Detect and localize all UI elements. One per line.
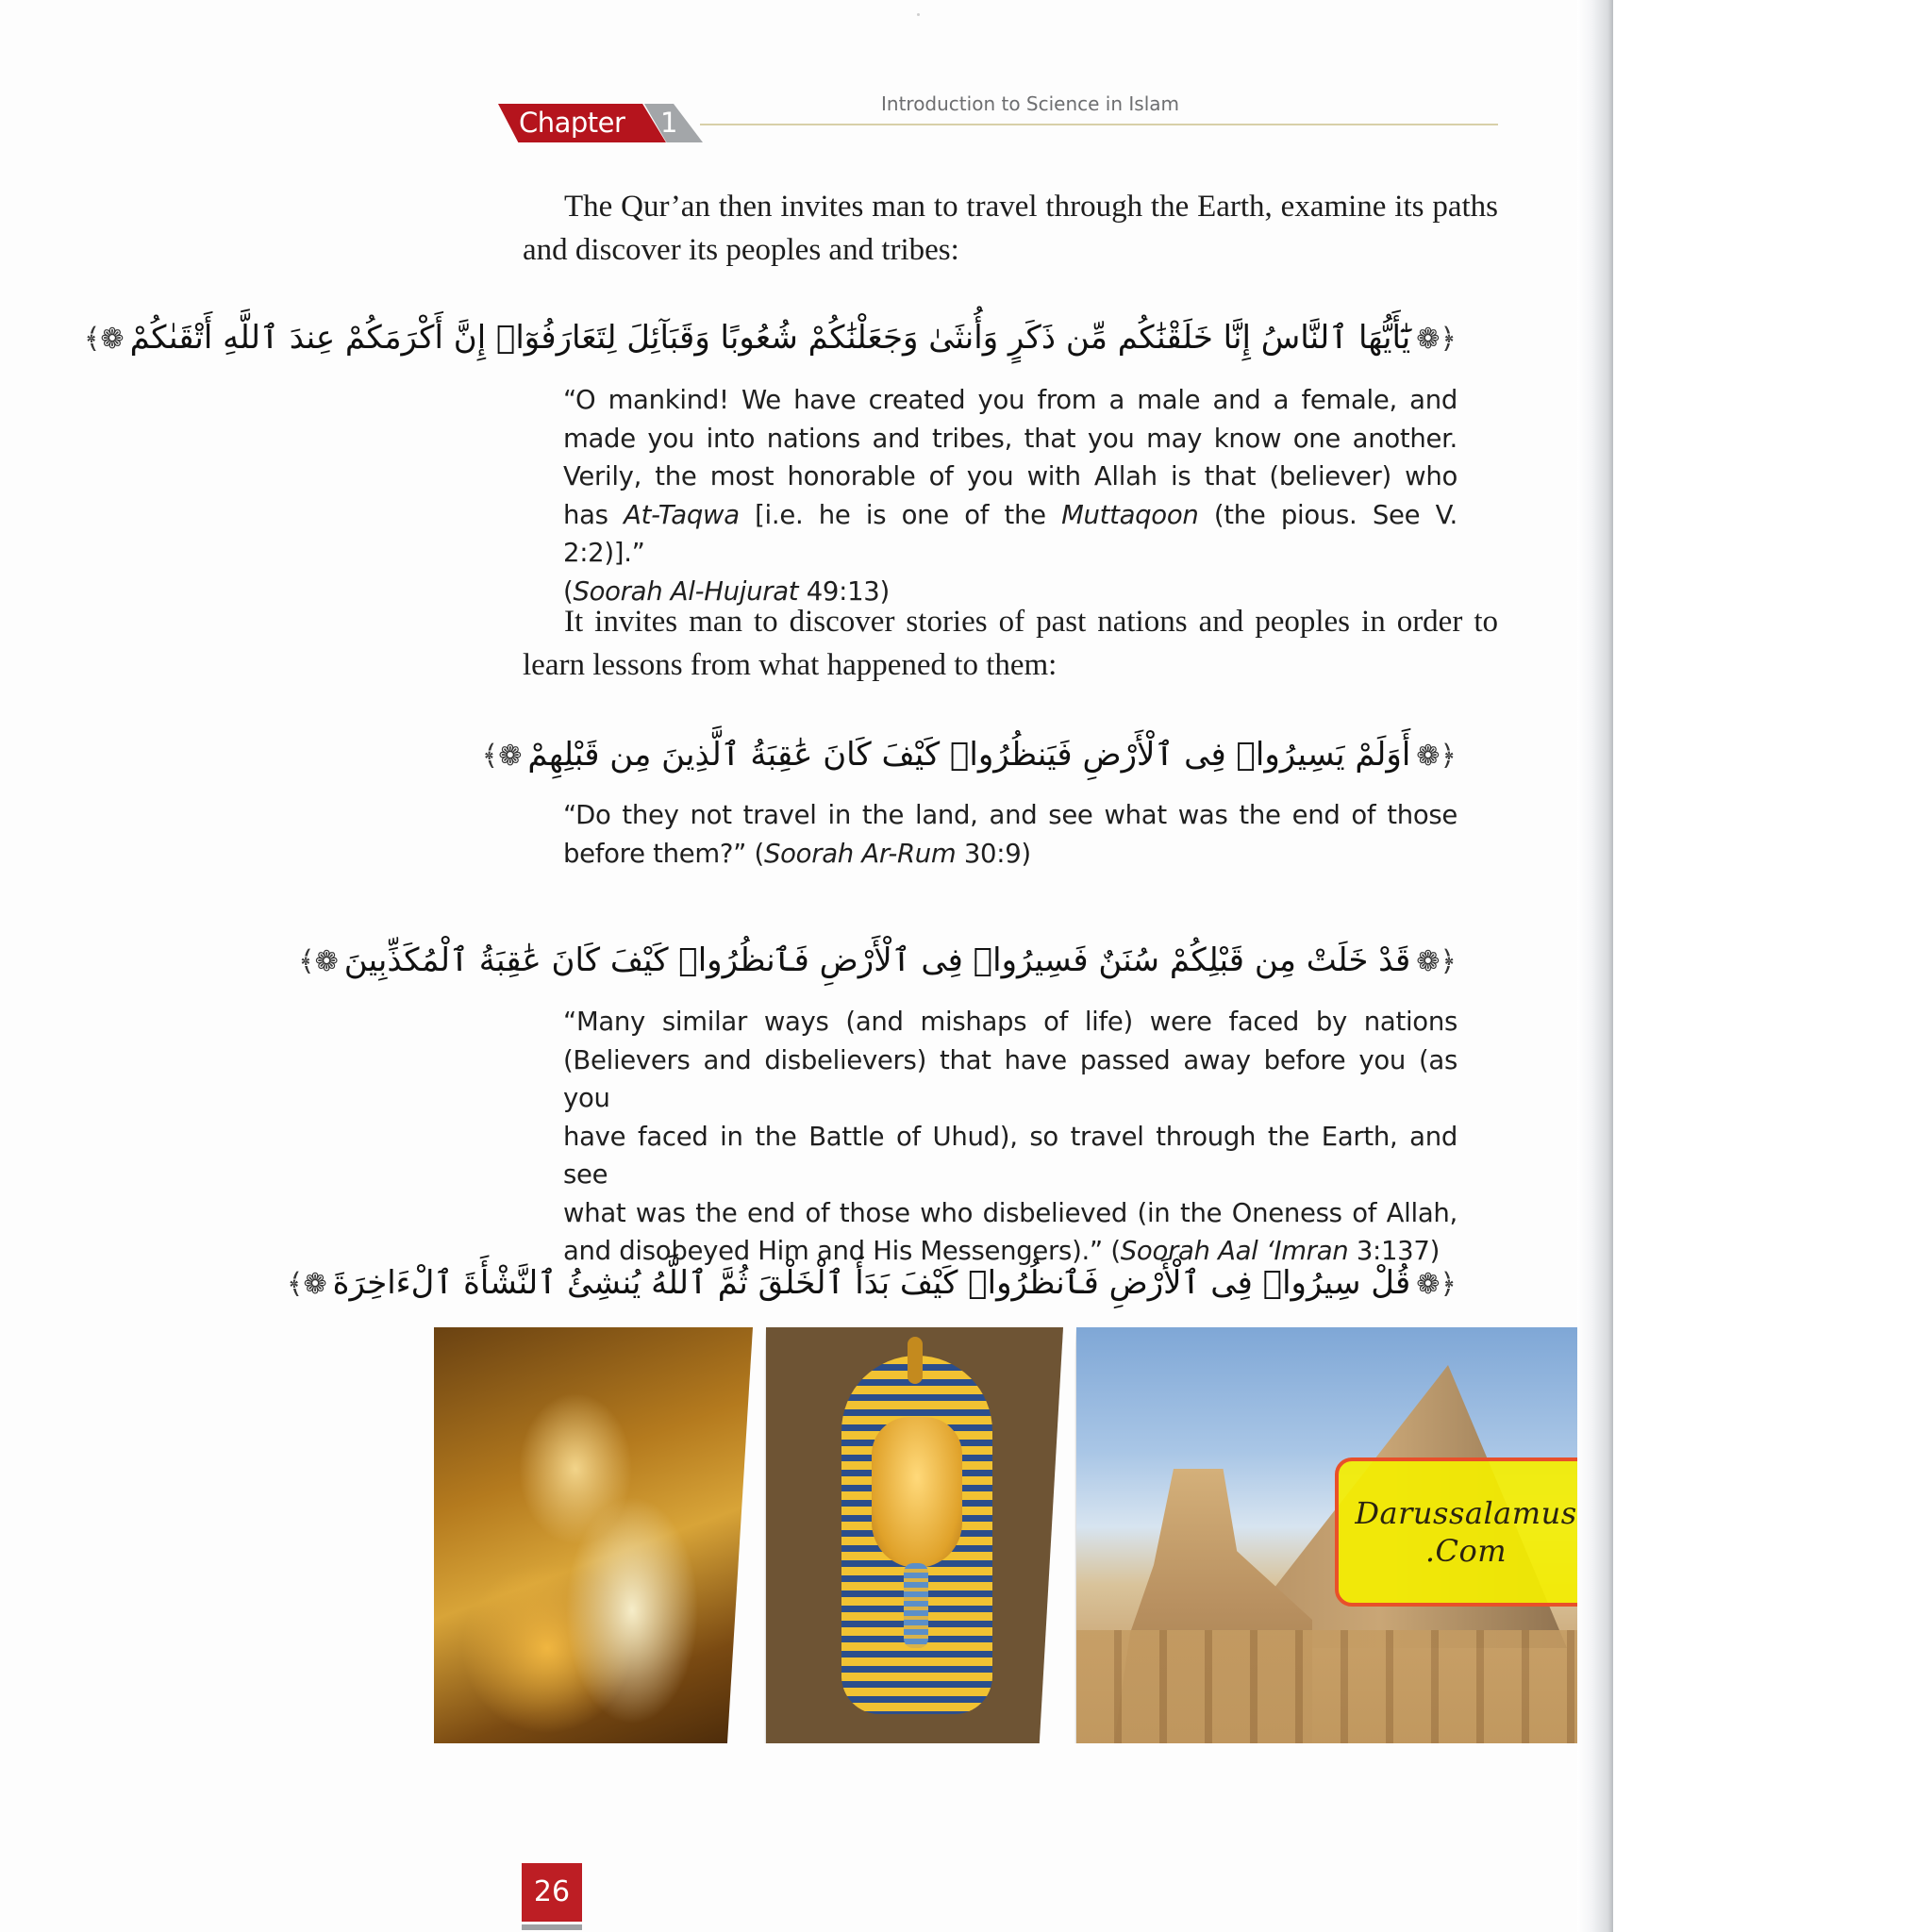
translation-line: “Many similar ways (and mishaps of life) were faced by nations [563, 1007, 1457, 1037]
translation-line: made you into nations and tribes, that you may know one another. [563, 423, 1457, 454]
verse-ornament-open-icon: ❁﴿ [1416, 323, 1457, 356]
translation-line: have faced in the Battle of Uhud), so travel through the Earth, and see [563, 1121, 1457, 1190]
arabic-verse [83, 309, 1462, 366]
page-number: 26 [522, 1863, 582, 1922]
arabic-verse [286, 1255, 1462, 1311]
paragraph-text: The Qur’an then invites man to travel through the Earth, examine its paths and discover its peoples and tribes: [523, 190, 1498, 267]
verse-ornament-close-icon: ﴾❁ [83, 323, 125, 356]
arabic-text: يَٰٓأَيُّهَا ٱلنَّاسُ إِنَّا خَلَقْنَٰكُم مِّن ذَكَرٍ وَأُنثَىٰ وَجَعَلْنَٰكُمْ شُعُوبًا وَقَبَآئِلَ لِتَعَارَفُوٓا۟ إِنَّ أَكْرَمَكُمْ عِندَ ٱللَّهِ أَتْقَىٰكُمْ [129, 319, 1411, 357]
mask-cobra [908, 1337, 923, 1384]
translation-line: “Do they not travel in the land, and see what was the end of those [563, 800, 1457, 830]
verse-ornament-open-icon: ❁﴿ [1416, 945, 1457, 978]
tutankhamun-mask-photo [766, 1327, 1063, 1743]
print-mark [917, 13, 920, 16]
body-paragraph [523, 185, 1498, 272]
arabic-verse [298, 932, 1462, 989]
mummy-photo [434, 1327, 753, 1743]
running-title: Introduction to Science in Islam [881, 92, 1179, 115]
page-number-underbar [522, 1924, 582, 1930]
verse-translation [563, 1003, 1457, 1271]
page-edge-shadow [1577, 0, 1613, 1932]
mask-beard [904, 1563, 928, 1648]
header-rule [700, 124, 1498, 125]
watermark-badge [1335, 1457, 1597, 1607]
verse-ornament-open-icon: ❁﴿ [1416, 740, 1457, 773]
verse-reference: and disobeyed Him and His Messengers).” (Soorah Aal ‘Imran 3:137) [563, 1236, 1440, 1266]
verse-reference: (Soorah Al-Hujurat 49:13) [563, 575, 890, 607]
watermark-text: Darussalamus [1355, 1495, 1577, 1531]
arabic-text: قَدْ خَلَتْ مِن قَبْلِكُمْ سُنَنٌ فَسِيرُوا۟ فِى ٱلْأَرْضِ فَٱنظُرُوا۟ كَيْفَ كَانَ عَٰقِبَةُ ٱلْمُكَذِّبِينَ [343, 941, 1411, 979]
watermark-text: .Com [1424, 1533, 1507, 1569]
translation-line: Verily, the most honorable of you with Allah is that (believer) who [563, 461, 1457, 491]
chapter-number: 1 [660, 107, 678, 139]
verse-ornament-close-icon: ﴾❁ [481, 740, 523, 773]
arabic-verse [481, 726, 1462, 783]
translation-line: (Believers and disbelievers) that have passed away before you (as you [563, 1044, 1457, 1113]
verse-reference: before them?” (Soorah Ar-Rum 30:9) [563, 838, 1031, 869]
paragraph-text: It invites man to discover stories of past nations and peoples in order to learn lessons from what happened to them: [523, 605, 1498, 682]
verse-translation [563, 796, 1457, 873]
mask-face [872, 1417, 962, 1568]
translation-line: what was the end of those who disbelieved (in the Oneness of Allah, [563, 1197, 1457, 1228]
translation-line: has At-Taqwa [i.e. he is one of the Muttaqoon (the pious. See V. 2:2)].” [563, 499, 1457, 568]
verse-ornament-close-icon: ﴾❁ [298, 945, 339, 978]
translation-line: “O mankind! We have created you from a male and a female, and [563, 385, 1457, 415]
arabic-text: أَوَلَمْ يَسِيرُوا۟ فِى ٱلْأَرْضِ فَيَنظُرُوا۟ كَيْفَ كَانَ عَٰقِبَةُ ٱلَّذِينَ مِن قَبْلِهِمْ [527, 736, 1411, 774]
verse-translation [563, 381, 1457, 610]
ruins [1076, 1630, 1587, 1743]
body-paragraph [523, 600, 1498, 687]
chapter-label: Chapter [519, 107, 625, 139]
arabic-text: قُلْ سِيرُوا۟ فِى ٱلْأَرْضِ فَٱنظُرُوا۟ كَيْفَ بَدَأَ ٱلْخَلْقَ ثُمَّ ٱللَّهُ يُنشِئُ ٱلنَّشْأَةَ ٱلْءَاخِرَةَ [332, 1264, 1411, 1302]
verse-ornament-open-icon: ❁﴿ [1416, 1268, 1457, 1301]
verse-ornament-close-icon: ﴾❁ [286, 1268, 327, 1301]
